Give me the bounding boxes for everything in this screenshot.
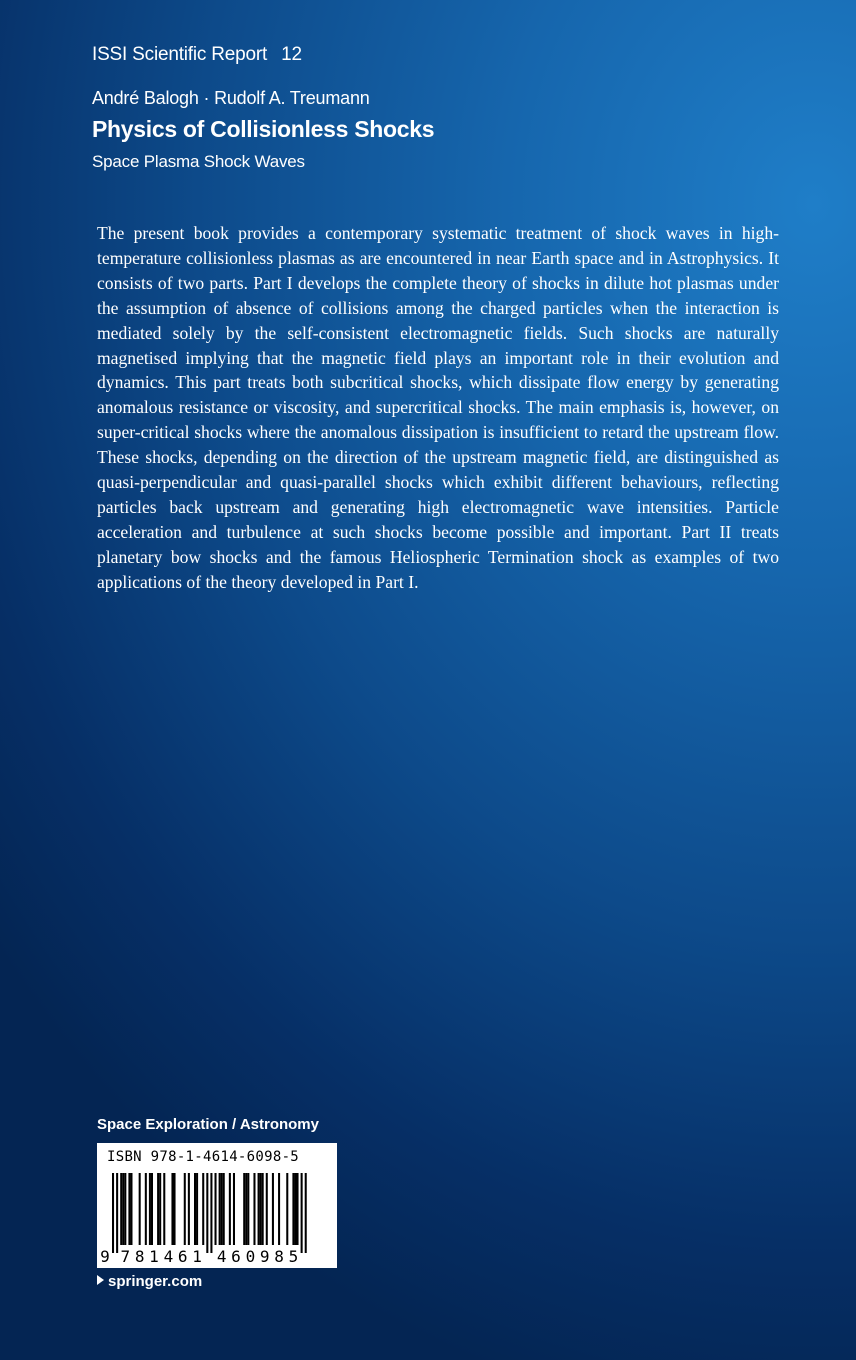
barcode-digit: 5	[288, 1247, 299, 1266]
series-name: ISSI Scientific Report	[92, 44, 268, 65]
barcode-bar	[149, 1173, 151, 1245]
series-line	[92, 44, 302, 66]
barcode-bar	[145, 1173, 147, 1245]
barcode-bar	[286, 1173, 288, 1245]
barcode-digit: 0	[245, 1247, 256, 1266]
barcode-digit: 1	[192, 1247, 202, 1266]
barcode-bar	[202, 1173, 204, 1245]
barcode-bar	[210, 1173, 212, 1253]
barcode-bar	[159, 1173, 161, 1245]
barcode-digit: 1	[149, 1247, 159, 1266]
book-title: Physics of Collisionless Shocks	[92, 116, 435, 142]
isbn-barcode	[97, 1143, 337, 1268]
barcode-bar	[233, 1173, 235, 1245]
barcode-digit: 7	[120, 1247, 131, 1266]
book-subtitle: Space Plasma Shock Waves	[92, 152, 305, 171]
barcode-bar	[297, 1173, 299, 1245]
barcode-bar	[151, 1173, 153, 1245]
barcode-bar	[215, 1173, 217, 1245]
triangle-right-icon	[97, 1275, 104, 1285]
subject-category: Space Exploration / Astronomy	[97, 1116, 319, 1133]
barcode-bar	[122, 1173, 124, 1245]
barcode-icon	[97, 1143, 337, 1268]
barcode-bar	[294, 1173, 296, 1245]
barcode-bar	[247, 1173, 249, 1245]
barcode-bar	[120, 1173, 122, 1245]
barcode-bar	[157, 1173, 159, 1245]
barcode-bar	[278, 1173, 280, 1245]
series-number: 12	[281, 44, 302, 65]
barcode-bar	[196, 1173, 198, 1245]
barcode-bar	[245, 1173, 247, 1245]
authors: André Balogh · Rudolf A. Treumann	[92, 88, 370, 108]
barcode-bar	[221, 1173, 223, 1245]
barcode-bar	[171, 1173, 173, 1245]
barcode-bar	[223, 1173, 225, 1245]
barcode-bar	[116, 1173, 118, 1253]
barcode-bar	[206, 1173, 208, 1253]
barcode-bar	[219, 1173, 221, 1245]
barcode-bar	[266, 1173, 268, 1245]
barcode-digit: 8	[274, 1247, 284, 1266]
barcode-bar	[174, 1173, 176, 1245]
barcode-bar	[305, 1173, 307, 1253]
barcode-bar	[139, 1173, 141, 1245]
book-description: The present book provides a contemporary systematic treatment of shock waves in high-temperature collisionless plasmas as are encountered in near Earth space and in Astrophysics. It consists of two parts. Part I develops the complete theory of shocks in dilute hot plasmas under the assumption of absence of collisions among the charged particles when the interaction is mediated solely by the self-consistent electromagnetic fields. Such shocks are naturally magnetised implying that the magnetic field plays an important role in their evolution and dynamics. This part treats both subcritical shocks, which dissipate flow energy by generating anomalous resistance or viscosity, and supercritical shocks. The main emphasis is, however, on super-critical shocks where the anomalous dissipation is insufficient to retard the upstream flow. These shocks, depending on the direction of the upstream magnetic field, are distinguished as quasi-perpendicular and quasi-parallel shocks which exhibit different behaviours, reflecting particles back upstream and generating high electromagnetic wave intensities. Particle acceleration and turbulence at such shocks become possible and important. Part II treats planetary bow shocks and the famous Heliospheric Termination shock as examples of two applications of the theory developed in Part I.	[97, 223, 779, 592]
barcode-bar	[258, 1173, 260, 1245]
barcode-digit: 9	[259, 1247, 270, 1266]
barcode-bar	[188, 1173, 190, 1245]
barcode-digit: 6	[177, 1247, 188, 1266]
barcode-bar	[184, 1173, 186, 1245]
barcode-digit: 4	[216, 1247, 227, 1266]
barcode-bar	[163, 1173, 165, 1245]
barcode-bar	[301, 1173, 303, 1253]
barcode-bar	[229, 1173, 231, 1245]
barcode-bar	[124, 1173, 126, 1245]
barcode-digit: 9	[100, 1247, 110, 1266]
barcode-bar	[112, 1173, 114, 1253]
barcode-bar	[253, 1173, 255, 1245]
publisher-link-text: springer.com	[108, 1273, 203, 1290]
barcode-bar	[262, 1173, 264, 1245]
barcode-bar	[243, 1173, 245, 1245]
barcode-bar	[194, 1173, 196, 1245]
isbn-label: ISBN 978-1-4614-6098-5	[107, 1149, 300, 1165]
barcode-bar	[292, 1173, 294, 1245]
barcode-bar	[130, 1173, 132, 1245]
barcode-digit: 6	[231, 1247, 241, 1266]
barcode-bar	[272, 1173, 274, 1245]
barcode-digit: 4	[163, 1247, 174, 1266]
barcode-bar	[260, 1173, 262, 1245]
barcode-digit: 8	[134, 1247, 145, 1266]
publisher-link[interactable]	[97, 1273, 202, 1290]
barcode-bar	[128, 1173, 130, 1245]
